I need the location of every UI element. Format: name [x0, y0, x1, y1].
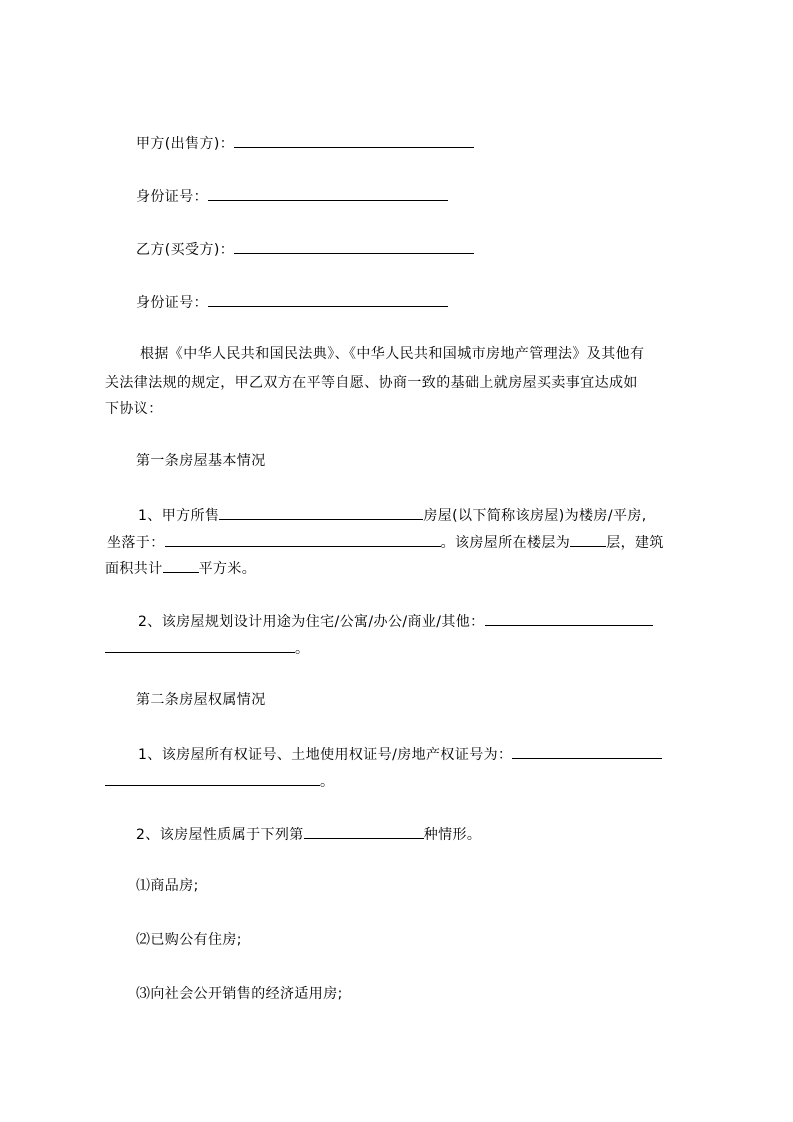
party-b-id-blank[interactable] [208, 290, 448, 307]
item-1-suffix: 房屋(以下简称该房屋)为楼房/平房, [423, 508, 647, 524]
article-1-item-2-line-1 [138, 609, 653, 633]
intro-line-3: 下协议： [105, 401, 163, 417]
party-b-id-label: 身份证号： [136, 295, 208, 311]
article-1-item-1-line-1 [138, 503, 647, 527]
article-1-item-1-line-3 [105, 556, 256, 580]
party-a-blank[interactable] [234, 131, 474, 148]
located-at-label: 坐落于： [107, 535, 165, 551]
party-b-id-row [136, 290, 448, 314]
house-location-blank[interactable] [219, 503, 423, 520]
area-unit: 平方米。 [198, 561, 257, 577]
option-2: ⑵已购公有住房; [136, 932, 242, 948]
option-3: ⑶向社会公开销售的经济适用房; [136, 986, 343, 1002]
usage-end: 。 [295, 641, 310, 657]
usage-blank-1[interactable] [485, 609, 653, 626]
option-1: ⑴商品房; [136, 878, 199, 894]
article-1-title: 第一条房屋基本情况 [136, 453, 266, 469]
article-2-title: 第二条房屋权属情况 [136, 692, 266, 708]
floor-blank[interactable] [570, 530, 606, 547]
party-b-row [136, 237, 474, 261]
intro-line-2: 关法律法规的规定，甲乙双方在平等自愿、协商一致的基础上就房屋买卖事宜达成如 [105, 375, 638, 391]
usage-label: 2、该房屋规划设计用途为住宅/公寓/办公/商业/其他： [138, 614, 485, 630]
usage-blank-2[interactable] [105, 636, 295, 653]
property-type-suffix: 种情形。 [423, 827, 482, 843]
item-1-prefix: 1、甲方所售 [138, 508, 220, 524]
party-a-id-blank[interactable] [208, 184, 448, 201]
intro-line-1: 根据《中华人民共和国民法典》、《中华人民共和国城市房地产管理法》及其他有 [140, 346, 645, 362]
address-blank[interactable] [165, 530, 441, 547]
certificate-blank-2[interactable] [105, 769, 320, 786]
floor-suffix: 层，建筑 [606, 535, 664, 551]
party-a-id-row [136, 184, 448, 208]
party-a-row [136, 131, 474, 155]
party-b-label: 乙方(买受方)： [136, 242, 235, 258]
article-1-item-2-line-2 [105, 636, 309, 660]
property-type-blank[interactable] [304, 822, 424, 839]
floor-label: 。该房屋所在楼层为 [440, 535, 571, 551]
article-2-item-1-line-2 [105, 769, 334, 793]
party-b-blank[interactable] [234, 237, 474, 254]
certificate-end: 。 [320, 774, 335, 790]
certificate-label: 1、该房屋所有权证号、土地使用权证号/房地产权证号为： [138, 747, 513, 763]
article-2-item-1-line-1 [138, 742, 662, 766]
area-label: 面积共计 [105, 561, 163, 577]
certificate-blank-1[interactable] [512, 742, 662, 759]
party-a-id-label: 身份证号： [136, 189, 208, 205]
article-1-item-1-line-2 [107, 530, 664, 554]
property-type-label: 2、该房屋性质属于下列第 [136, 827, 304, 843]
article-2-item-2 [136, 822, 481, 846]
area-blank[interactable] [163, 556, 199, 573]
party-a-label: 甲方(出售方)： [136, 136, 235, 152]
